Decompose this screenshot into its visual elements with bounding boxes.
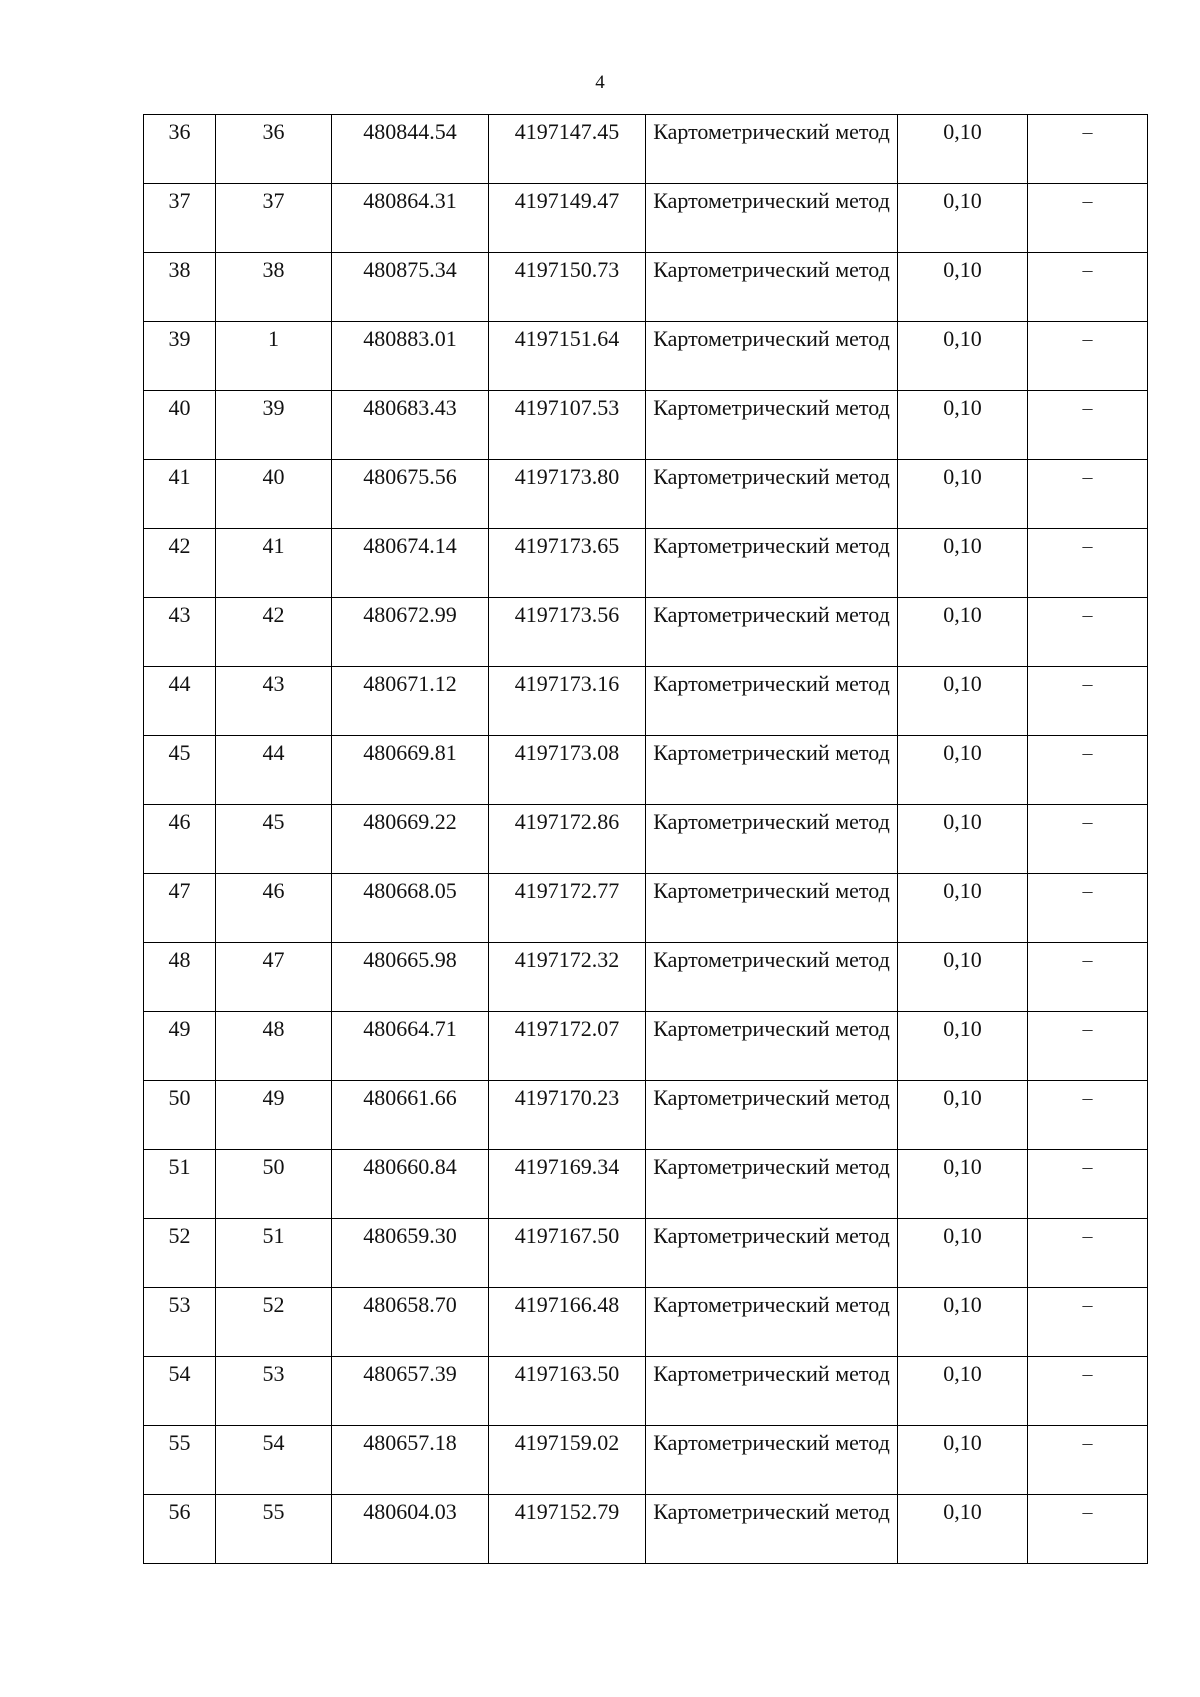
note-cell: –	[1028, 805, 1148, 874]
method-cell: Картометрический метод	[646, 874, 898, 943]
point-number-cell: 46	[216, 874, 332, 943]
point-number-cell: 49	[216, 1081, 332, 1150]
note-cell: –	[1028, 115, 1148, 184]
x-coordinate-cell: 480672.99	[332, 598, 489, 667]
y-coordinate-cell: 4197166.48	[489, 1288, 646, 1357]
method-cell: Картометрический метод	[646, 1288, 898, 1357]
accuracy-cell: 0,10	[898, 805, 1028, 874]
point-number-cell: 44	[216, 736, 332, 805]
accuracy-cell: 0,10	[898, 1081, 1028, 1150]
y-coordinate-cell: 4197173.80	[489, 460, 646, 529]
x-coordinate-cell: 480669.22	[332, 805, 489, 874]
note-cell: –	[1028, 667, 1148, 736]
row-number-cell: 50	[144, 1081, 216, 1150]
x-coordinate-cell: 480661.66	[332, 1081, 489, 1150]
x-coordinate-cell: 480669.81	[332, 736, 489, 805]
row-number-cell: 52	[144, 1219, 216, 1288]
y-coordinate-cell: 4197172.07	[489, 1012, 646, 1081]
table-body	[144, 115, 1148, 1564]
method-cell: Картометрический метод	[646, 667, 898, 736]
method-cell: Картометрический метод	[646, 1150, 898, 1219]
y-coordinate-cell: 4197107.53	[489, 391, 646, 460]
accuracy-cell: 0,10	[898, 529, 1028, 598]
y-coordinate-cell: 4197172.32	[489, 943, 646, 1012]
table-row	[144, 1219, 1148, 1288]
row-number-cell: 56	[144, 1495, 216, 1564]
row-number-cell: 43	[144, 598, 216, 667]
row-number-cell: 53	[144, 1288, 216, 1357]
accuracy-cell: 0,10	[898, 943, 1028, 1012]
method-cell: Картометрический метод	[646, 805, 898, 874]
row-number-cell: 45	[144, 736, 216, 805]
method-cell: Картометрический метод	[646, 1012, 898, 1081]
row-number-cell: 46	[144, 805, 216, 874]
row-number-cell: 49	[144, 1012, 216, 1081]
x-coordinate-cell: 480657.39	[332, 1357, 489, 1426]
row-number-cell: 51	[144, 1150, 216, 1219]
point-number-cell: 51	[216, 1219, 332, 1288]
accuracy-cell: 0,10	[898, 1219, 1028, 1288]
accuracy-cell: 0,10	[898, 598, 1028, 667]
accuracy-cell: 0,10	[898, 1012, 1028, 1081]
table-row	[144, 736, 1148, 805]
table-row	[144, 1357, 1148, 1426]
method-cell: Картометрический метод	[646, 460, 898, 529]
accuracy-cell: 0,10	[898, 1288, 1028, 1357]
method-cell: Картометрический метод	[646, 736, 898, 805]
table-row	[144, 1288, 1148, 1357]
note-cell: –	[1028, 598, 1148, 667]
row-number-cell: 41	[144, 460, 216, 529]
y-coordinate-cell: 4197151.64	[489, 322, 646, 391]
point-number-cell: 50	[216, 1150, 332, 1219]
point-number-cell: 54	[216, 1426, 332, 1495]
y-coordinate-cell: 4197159.02	[489, 1426, 646, 1495]
accuracy-cell: 0,10	[898, 667, 1028, 736]
y-coordinate-cell: 4197173.08	[489, 736, 646, 805]
y-coordinate-cell: 4197169.34	[489, 1150, 646, 1219]
row-number-cell: 36	[144, 115, 216, 184]
note-cell: –	[1028, 736, 1148, 805]
note-cell: –	[1028, 391, 1148, 460]
table-row	[144, 1081, 1148, 1150]
y-coordinate-cell: 4197149.47	[489, 184, 646, 253]
method-cell: Картометрический метод	[646, 1495, 898, 1564]
accuracy-cell: 0,10	[898, 391, 1028, 460]
x-coordinate-cell: 480665.98	[332, 943, 489, 1012]
x-coordinate-cell: 480864.31	[332, 184, 489, 253]
point-number-cell: 1	[216, 322, 332, 391]
accuracy-cell: 0,10	[898, 1150, 1028, 1219]
table-row	[144, 253, 1148, 322]
x-coordinate-cell: 480674.14	[332, 529, 489, 598]
note-cell: –	[1028, 322, 1148, 391]
row-number-cell: 40	[144, 391, 216, 460]
method-cell: Картометрический метод	[646, 115, 898, 184]
x-coordinate-cell: 480875.34	[332, 253, 489, 322]
x-coordinate-cell: 480664.71	[332, 1012, 489, 1081]
x-coordinate-cell: 480668.05	[332, 874, 489, 943]
note-cell: –	[1028, 253, 1148, 322]
x-coordinate-cell: 480658.70	[332, 1288, 489, 1357]
y-coordinate-cell: 4197172.77	[489, 874, 646, 943]
point-number-cell: 41	[216, 529, 332, 598]
y-coordinate-cell: 4197167.50	[489, 1219, 646, 1288]
accuracy-cell: 0,10	[898, 184, 1028, 253]
note-cell: –	[1028, 1012, 1148, 1081]
method-cell: Картометрический метод	[646, 598, 898, 667]
x-coordinate-cell: 480659.30	[332, 1219, 489, 1288]
table-row	[144, 1426, 1148, 1495]
y-coordinate-cell: 4197173.16	[489, 667, 646, 736]
table-row	[144, 460, 1148, 529]
point-number-cell: 38	[216, 253, 332, 322]
point-number-cell: 45	[216, 805, 332, 874]
y-coordinate-cell: 4197152.79	[489, 1495, 646, 1564]
x-coordinate-cell: 480671.12	[332, 667, 489, 736]
row-number-cell: 47	[144, 874, 216, 943]
point-number-cell: 48	[216, 1012, 332, 1081]
accuracy-cell: 0,10	[898, 322, 1028, 391]
note-cell: –	[1028, 1288, 1148, 1357]
method-cell: Картометрический метод	[646, 1081, 898, 1150]
method-cell: Картометрический метод	[646, 322, 898, 391]
table-row	[144, 322, 1148, 391]
accuracy-cell: 0,10	[898, 736, 1028, 805]
accuracy-cell: 0,10	[898, 460, 1028, 529]
note-cell: –	[1028, 529, 1148, 598]
note-cell: –	[1028, 184, 1148, 253]
point-number-cell: 47	[216, 943, 332, 1012]
x-coordinate-cell: 480604.03	[332, 1495, 489, 1564]
method-cell: Картометрический метод	[646, 1357, 898, 1426]
note-cell: –	[1028, 1219, 1148, 1288]
note-cell: –	[1028, 1150, 1148, 1219]
accuracy-cell: 0,10	[898, 1357, 1028, 1426]
method-cell: Картометрический метод	[646, 253, 898, 322]
y-coordinate-cell: 4197173.65	[489, 529, 646, 598]
x-coordinate-cell: 480883.01	[332, 322, 489, 391]
table-row	[144, 529, 1148, 598]
point-number-cell: 39	[216, 391, 332, 460]
point-number-cell: 40	[216, 460, 332, 529]
table-row	[144, 805, 1148, 874]
point-number-cell: 37	[216, 184, 332, 253]
point-number-cell: 42	[216, 598, 332, 667]
row-number-cell: 39	[144, 322, 216, 391]
table-row	[144, 943, 1148, 1012]
note-cell: –	[1028, 874, 1148, 943]
table-row	[144, 391, 1148, 460]
y-coordinate-cell: 4197163.50	[489, 1357, 646, 1426]
coordinates-table	[143, 114, 1148, 1564]
note-cell: –	[1028, 1426, 1148, 1495]
method-cell: Картометрический метод	[646, 943, 898, 1012]
method-cell: Картометрический метод	[646, 1426, 898, 1495]
method-cell: Картометрический метод	[646, 184, 898, 253]
table-row	[144, 115, 1148, 184]
point-number-cell: 55	[216, 1495, 332, 1564]
page-number: 4	[595, 72, 605, 93]
note-cell: –	[1028, 1081, 1148, 1150]
table-row	[144, 598, 1148, 667]
table-row	[144, 1495, 1148, 1564]
x-coordinate-cell: 480844.54	[332, 115, 489, 184]
row-number-cell: 42	[144, 529, 216, 598]
row-number-cell: 48	[144, 943, 216, 1012]
y-coordinate-cell: 4197173.56	[489, 598, 646, 667]
row-number-cell: 37	[144, 184, 216, 253]
x-coordinate-cell: 480683.43	[332, 391, 489, 460]
point-number-cell: 43	[216, 667, 332, 736]
method-cell: Картометрический метод	[646, 1219, 898, 1288]
note-cell: –	[1028, 943, 1148, 1012]
row-number-cell: 55	[144, 1426, 216, 1495]
y-coordinate-cell: 4197172.86	[489, 805, 646, 874]
x-coordinate-cell: 480660.84	[332, 1150, 489, 1219]
x-coordinate-cell: 480675.56	[332, 460, 489, 529]
point-number-cell: 36	[216, 115, 332, 184]
method-cell: Картометрический метод	[646, 391, 898, 460]
table-row	[144, 667, 1148, 736]
table-row	[144, 1012, 1148, 1081]
y-coordinate-cell: 4197147.45	[489, 115, 646, 184]
method-cell: Картометрический метод	[646, 529, 898, 598]
note-cell: –	[1028, 1495, 1148, 1564]
note-cell: –	[1028, 460, 1148, 529]
y-coordinate-cell: 4197150.73	[489, 253, 646, 322]
row-number-cell: 44	[144, 667, 216, 736]
table-row	[144, 1150, 1148, 1219]
accuracy-cell: 0,10	[898, 874, 1028, 943]
row-number-cell: 54	[144, 1357, 216, 1426]
accuracy-cell: 0,10	[898, 115, 1028, 184]
table-row	[144, 874, 1148, 943]
x-coordinate-cell: 480657.18	[332, 1426, 489, 1495]
table-row	[144, 184, 1148, 253]
point-number-cell: 52	[216, 1288, 332, 1357]
accuracy-cell: 0,10	[898, 253, 1028, 322]
accuracy-cell: 0,10	[898, 1495, 1028, 1564]
y-coordinate-cell: 4197170.23	[489, 1081, 646, 1150]
row-number-cell: 38	[144, 253, 216, 322]
accuracy-cell: 0,10	[898, 1426, 1028, 1495]
note-cell: –	[1028, 1357, 1148, 1426]
point-number-cell: 53	[216, 1357, 332, 1426]
